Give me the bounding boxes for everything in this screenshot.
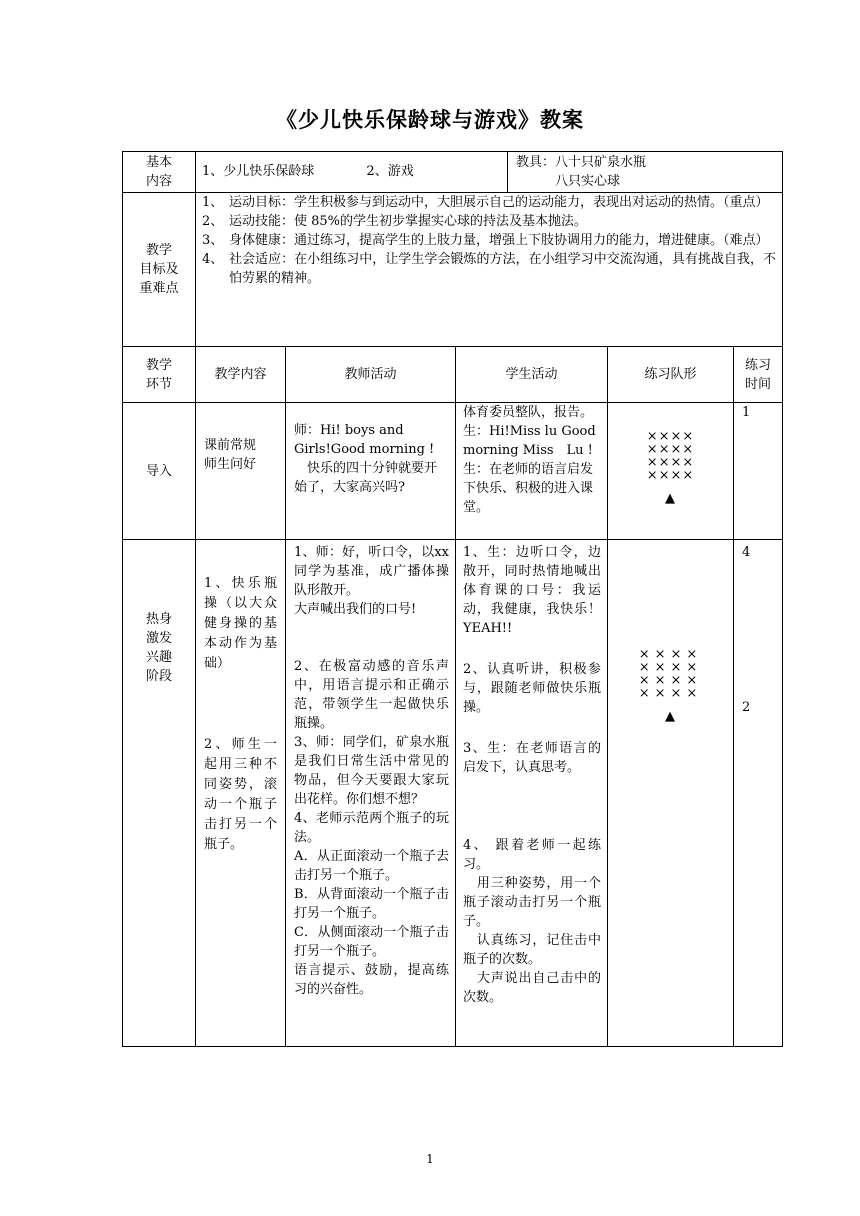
warmup-time-1: 4 — [742, 545, 751, 560]
warmup-student-3: 3、生：在老师语言的启发下，认真思考。 — [463, 741, 601, 775]
formation-row: ×××× — [646, 468, 695, 483]
warmup-student-activity — [455, 539, 608, 1047]
equipment-cell: 教具：八十只矿泉水瓶 八只实心球 — [507, 151, 783, 193]
objective-number: 1、 — [202, 195, 224, 210]
page-number: 1 — [426, 1152, 434, 1166]
warmup-teacher-1: 1、师：好，听口令，以xx同学为基准，成广播体操队形散开。 大声喊出我们的口号! — [294, 545, 449, 617]
objective-number: 4、 — [202, 252, 224, 267]
objective-text: 运动技能：使 85%的学生初步掌握实心球的持法及基本抛法。 — [229, 214, 588, 229]
warmup-content-2: 2、师生一起用三种不同姿势，滚动一个瓶子击打另一个瓶子。 — [204, 737, 277, 852]
warmup-formation-cell — [607, 539, 734, 1047]
basic-content-label: 基本 内容 — [122, 151, 196, 193]
warmup-student-2: 2、认真听讲，积极参与，跟随老师做快乐瓶操。 — [463, 662, 601, 715]
warmup-student-4: 4、 跟着老师一起练习。 用三种姿势，用一个瓶子滚动击打另一个瓶子。 认真练习，记住击中瓶子的次数。 大声说出自己击中的次数。 — [463, 838, 601, 1005]
objective-text: 运动目标：学生积极参与到运动中，大胆展示自己的运动能力，表现出对运动的热情。（重点） — [229, 195, 769, 210]
header-formation: 练习队形 — [607, 346, 734, 403]
teacher-marker-triangle: ▲ — [665, 491, 676, 506]
warmup-time — [733, 539, 783, 1047]
objectives-cell — [195, 192, 783, 347]
header-content: 教学内容 — [195, 346, 286, 403]
header-stage: 教学 环节 — [122, 346, 196, 403]
document-title: 《少儿快乐保龄球与游戏》教案 — [276, 107, 584, 132]
formation-row: ×××× — [638, 673, 703, 688]
objective-item — [202, 250, 776, 288]
formation-row: ×××× — [638, 647, 703, 662]
intro-student-activity: 体育委员整队，报告。 生：Hi!Miss lu Good morning Miss Lu ! 生：在老师的语言启发下快乐、积极的进入课堂。 — [455, 402, 608, 540]
objective-item — [202, 231, 776, 250]
objective-text: 社会适应：在小组练习中，让学生学会锻炼的方法，在小组学习中交流沟通，具有挑战自我，不怕劳累的精神。 — [229, 252, 776, 286]
intro-teacher-activity: 师：Hi! boys and Girls!Good morning ! 快乐的四十分钟就要开始了，大家高兴吗? — [285, 402, 456, 540]
formation-row: ×××× — [646, 429, 695, 444]
objective-item — [202, 212, 776, 231]
objective-number: 2、 — [202, 214, 224, 229]
warmup-content-1: 1、快乐瓶操（以大众健身操的基本动作为基础） — [204, 576, 277, 671]
header-teacher: 教师活动 — [285, 346, 456, 403]
header-time: 练习 时间 — [733, 346, 783, 403]
stage-warmup: 热身 激发 兴趣 阶段 — [122, 539, 196, 1047]
warmup-teacher-activity — [285, 539, 456, 1047]
intro-formation — [608, 430, 733, 482]
formation-row: ×××× — [638, 686, 703, 701]
warmup-time-2: 2 — [742, 700, 751, 715]
formation-row: ×××× — [646, 455, 695, 470]
basic-content-cell — [195, 151, 508, 193]
intro-formation-cell — [607, 402, 734, 540]
intro-content: 课前常规 师生问好 — [195, 402, 286, 540]
objectives-list — [202, 193, 776, 288]
formation-row: ×××× — [646, 442, 695, 457]
warmup-formation — [608, 648, 733, 700]
objective-item — [202, 193, 776, 212]
warmup-student-1: 1、生：边听口令，边散开，同时热情地喊出体育课的口号：我运动，我健康，我快乐！YEAH!! — [463, 545, 601, 636]
objective-text: 身体健康：通过练习，提高学生的上肢力量，增强上下肢协调用力的能力，增进健康。（难点） — [229, 233, 769, 248]
stage-intro: 导入 — [122, 402, 196, 540]
basic-content-item-2: 2、游戏 — [366, 164, 414, 179]
objectives-label: 教学 目标及 重难点 — [122, 192, 196, 347]
warmup-teacher-2: 2、在极富动感的音乐声中，用语言提示和正确示范，带领学生一起做快乐瓶操。 3、师：同学们，矿泉水瓶是我们日常生活中常见的物品，但今天要跟大家玩出花样。你们想不想？ 4、老师示范两个瓶子的玩法。 A．从正面滚动一个瓶子去击打另一个瓶子。 B．从背面滚动一个瓶子击打另一个瓶子。 C．从侧面滚动一个瓶子击打另一个瓶子。 语言提示、鼓励，提高练习的兴奋性。 — [294, 659, 449, 997]
intro-time: 1 — [733, 402, 783, 540]
formation-row: ×××× — [638, 660, 703, 675]
warmup-content — [195, 539, 286, 1047]
teacher-marker-triangle: ▲ — [665, 709, 676, 724]
basic-content-item-1: 1、少儿快乐保龄球 — [202, 164, 315, 179]
objective-number: 3、 — [202, 233, 224, 248]
header-student: 学生活动 — [455, 346, 608, 403]
